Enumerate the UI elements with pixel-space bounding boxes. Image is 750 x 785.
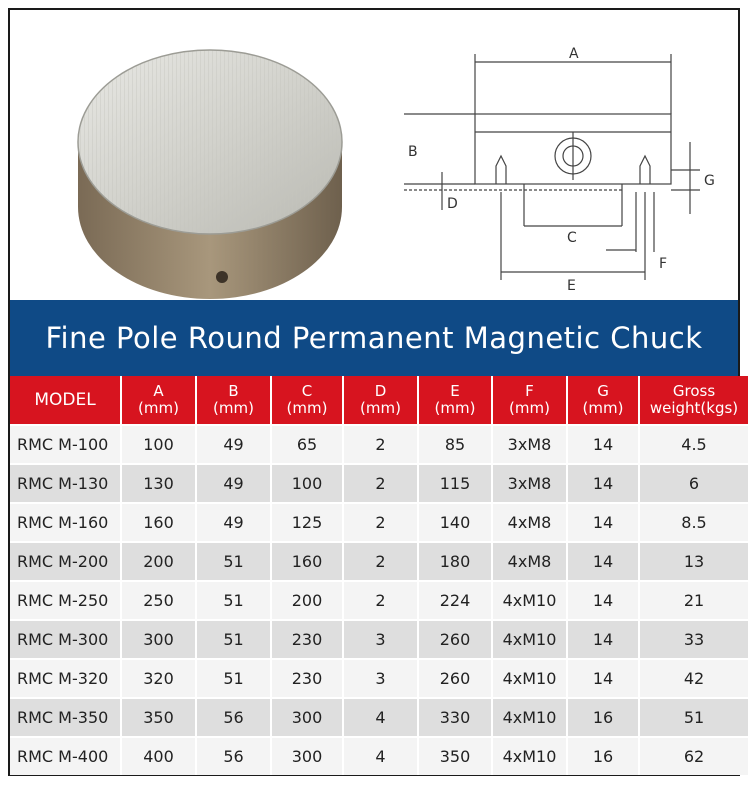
table-cell: 49 [196, 464, 271, 503]
table-cell: 350 [121, 698, 196, 737]
table-row [10, 425, 748, 464]
table-cell: 115 [418, 464, 492, 503]
dim-label-b: B [408, 144, 418, 160]
table-body [10, 425, 748, 775]
dim-label-c: C [567, 230, 577, 246]
table-cell: 49 [196, 425, 271, 464]
table-cell: 300 [271, 698, 343, 737]
column-header-unit: (mm) [582, 399, 624, 417]
table-row [10, 581, 748, 620]
table-cell: 260 [418, 659, 492, 698]
table-cell: 8.5 [639, 503, 748, 542]
table-cell: 14 [567, 503, 639, 542]
table-cell: 320 [121, 659, 196, 698]
table-cell: 100 [121, 425, 196, 464]
table-cell: 4xM10 [492, 620, 567, 659]
column-header-name: D [374, 382, 387, 400]
model-cell: RMC M-400 [10, 737, 121, 775]
model-cell: RMC M-300 [10, 620, 121, 659]
table-cell: 51 [196, 542, 271, 581]
table-row [10, 464, 748, 503]
table-cell: 300 [121, 620, 196, 659]
table-cell: 33 [639, 620, 748, 659]
table-cell: 62 [639, 737, 748, 775]
table-row [10, 503, 748, 542]
table-cell: 4xM10 [492, 698, 567, 737]
table-cell: 350 [418, 737, 492, 775]
table-cell: 260 [418, 620, 492, 659]
table-cell: 49 [196, 503, 271, 542]
table-row [10, 542, 748, 581]
table-row [10, 737, 748, 775]
table-cell: 6 [639, 464, 748, 503]
dimension-drawing [388, 32, 728, 302]
table-cell: 3xM8 [492, 464, 567, 503]
table-cell: 14 [567, 659, 639, 698]
table-cell: 2 [343, 425, 418, 464]
column-header-name: Gross [672, 382, 716, 400]
table-cell: 56 [196, 737, 271, 775]
table-cell: 51 [196, 581, 271, 620]
model-cell: RMC M-350 [10, 698, 121, 737]
dim-label-f: F [659, 256, 668, 272]
table-cell: 42 [639, 659, 748, 698]
column-header-unit: (mm) [509, 399, 550, 417]
table-cell: 13 [639, 542, 748, 581]
table-cell: 4xM10 [492, 581, 567, 620]
table-cell: 4 [343, 737, 418, 775]
table-cell: 21 [639, 581, 748, 620]
table-cell: 56 [196, 698, 271, 737]
dim-label-g: G [704, 173, 715, 189]
model-cell: RMC M-250 [10, 581, 121, 620]
column-header-a [121, 376, 196, 425]
product-photo [60, 32, 360, 302]
table-cell: 100 [271, 464, 343, 503]
product-header-area [10, 10, 738, 300]
table-cell: 14 [567, 620, 639, 659]
table-cell: 180 [418, 542, 492, 581]
table-cell: 65 [271, 425, 343, 464]
table-cell: 4xM8 [492, 542, 567, 581]
table-cell: 14 [567, 464, 639, 503]
column-header-unit: (mm) [213, 399, 254, 417]
dim-label-d: D [447, 196, 458, 212]
table-cell: 14 [567, 581, 639, 620]
column-header-name: A [153, 382, 164, 400]
column-header-b [196, 376, 271, 425]
model-cell: RMC M-130 [10, 464, 121, 503]
page-frame [8, 8, 740, 776]
table-header-row [10, 376, 748, 425]
table-cell: 130 [121, 464, 196, 503]
column-header-f [492, 376, 567, 425]
table-cell: 160 [271, 542, 343, 581]
column-header-unit: (mm) [360, 399, 401, 417]
column-header-d [343, 376, 418, 425]
table-cell: 85 [418, 425, 492, 464]
table-cell: 230 [271, 620, 343, 659]
table-cell: 16 [567, 737, 639, 775]
model-cell: RMC M-100 [10, 425, 121, 464]
table-cell: 4xM10 [492, 659, 567, 698]
table-row [10, 659, 748, 698]
column-header-model [10, 376, 121, 425]
table-cell: 230 [271, 659, 343, 698]
table-cell: 330 [418, 698, 492, 737]
dim-label-e: E [567, 278, 576, 294]
table-cell: 4.5 [639, 425, 748, 464]
table-cell: 140 [418, 503, 492, 542]
column-header-name: C [301, 382, 313, 400]
table-cell: 14 [567, 425, 639, 464]
column-header-name: MODEL [34, 389, 96, 410]
column-header-e [418, 376, 492, 425]
table-cell: 4xM10 [492, 737, 567, 775]
table-cell: 4xM8 [492, 503, 567, 542]
column-header-unit: weight(kgs) [649, 399, 739, 417]
table-cell: 200 [271, 581, 343, 620]
table-cell: 125 [271, 503, 343, 542]
model-cell: RMC M-320 [10, 659, 121, 698]
table-cell: 2 [343, 581, 418, 620]
column-header-gross [639, 376, 748, 425]
table-cell: 160 [121, 503, 196, 542]
column-header-name: F [525, 382, 534, 400]
table-cell: 3 [343, 620, 418, 659]
product-title-banner [10, 300, 738, 376]
table-cell: 400 [121, 737, 196, 775]
table-cell: 224 [418, 581, 492, 620]
column-header-name: G [597, 382, 609, 400]
table-cell: 200 [121, 542, 196, 581]
table-cell: 300 [271, 737, 343, 775]
table-cell: 51 [196, 620, 271, 659]
model-cell: RMC M-160 [10, 503, 121, 542]
table-cell: 250 [121, 581, 196, 620]
table-cell: 51 [196, 659, 271, 698]
model-cell: RMC M-200 [10, 542, 121, 581]
column-header-name: E [450, 382, 460, 400]
column-header-c [271, 376, 343, 425]
table-cell: 2 [343, 503, 418, 542]
product-title: Fine Pole Round Permanent Magnetic Chuck [45, 321, 703, 355]
table-cell: 16 [567, 698, 639, 737]
column-header-unit: (mm) [434, 399, 476, 417]
column-header-name: B [228, 382, 239, 400]
table-cell: 2 [343, 464, 418, 503]
column-header-unit: (mm) [286, 399, 328, 417]
table-cell: 2 [343, 542, 418, 581]
column-header-g [567, 376, 639, 425]
table-row [10, 620, 748, 659]
column-header-unit: (mm) [138, 399, 179, 417]
table-cell: 3 [343, 659, 418, 698]
dim-label-a: A [569, 46, 579, 62]
table-cell: 4 [343, 698, 418, 737]
table-cell: 51 [639, 698, 748, 737]
table-row [10, 698, 748, 737]
table-cell: 14 [567, 542, 639, 581]
specification-table [10, 376, 748, 775]
table-cell: 3xM8 [492, 425, 567, 464]
